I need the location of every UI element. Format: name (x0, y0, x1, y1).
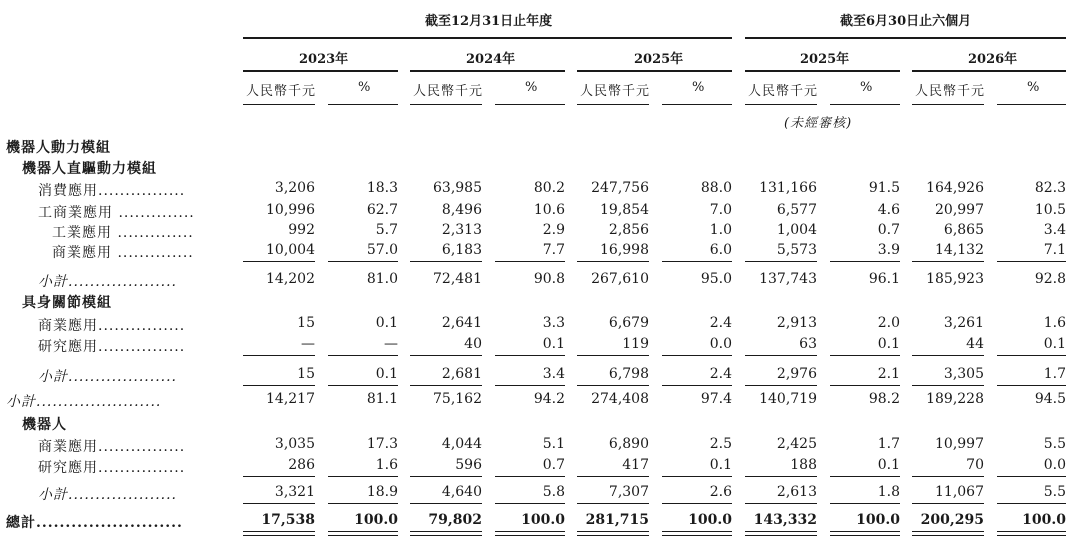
table-cell: 137,743 (759, 271, 817, 287)
table-rule (495, 535, 565, 536)
row-label: 研究應用................ (38, 339, 186, 355)
table-cell: 267,610 (591, 271, 649, 287)
table-cell: 70 (966, 457, 984, 473)
table-cell: 0.1 (375, 366, 398, 382)
table-cell: 3.3 (542, 315, 565, 331)
table-cell: 281,715 (585, 512, 649, 528)
table-rule (997, 476, 1066, 477)
table-cell: 2.0 (877, 315, 900, 331)
table-cell: 82.3 (1034, 180, 1066, 196)
table-cell: 10,004 (266, 242, 315, 258)
table-rule (577, 385, 649, 386)
table-cell: 1.0 (709, 222, 732, 238)
table-rule (243, 385, 315, 386)
table-rule (495, 261, 565, 262)
table-cell: 2,313 (441, 222, 482, 238)
table-cell: 5.1 (542, 436, 565, 452)
row-label: 機器人 (22, 417, 67, 433)
table-cell: 286 (288, 457, 315, 473)
table-rule (577, 261, 649, 262)
table-rule (830, 355, 900, 356)
table-rule (410, 355, 482, 356)
row-label: 總計......................... (6, 515, 183, 531)
table-cell: 2.6 (709, 484, 732, 500)
table-rule (745, 261, 817, 262)
table-cell: 0.0 (709, 336, 732, 352)
table-cell: 97.4 (700, 391, 732, 407)
table-rule (745, 531, 817, 532)
table-cell: 10,997 (935, 436, 984, 452)
table-cell: 3,206 (274, 180, 315, 196)
table-rule (243, 476, 315, 477)
table-cell: 11,067 (935, 484, 984, 500)
group-header-annual: 截至12月31日止年度 (425, 14, 553, 29)
table-rule (410, 261, 482, 262)
table-cell: 2,425 (776, 436, 817, 452)
table-rule (328, 385, 398, 386)
table-rule (577, 476, 649, 477)
table-cell: 10.5 (1034, 202, 1066, 218)
table-rule (745, 355, 817, 356)
table-cell: 2.1 (877, 366, 900, 382)
table-rule (410, 535, 482, 536)
unit-rmb-3: 人民幣千元 (580, 84, 651, 99)
table-rule (577, 535, 649, 536)
row-label: 工業應用 .............. (52, 225, 194, 241)
row-label: 小計.................... (38, 369, 178, 385)
group-header-interim: 截至6月30日止六個月 (840, 14, 972, 29)
table-cell: 2.4 (709, 366, 732, 382)
row-label: 小計....................... (6, 394, 162, 410)
table-cell: 2,856 (608, 222, 649, 238)
table-cell: 0.0 (1043, 457, 1066, 473)
table-cell: 0.1 (542, 336, 565, 352)
table-cell: 17,538 (261, 512, 315, 528)
row-label: 消費應用................ (38, 183, 186, 199)
row-label: 商業應用................ (38, 318, 186, 334)
table-cell: 63,985 (433, 180, 482, 196)
table-cell: 16,998 (600, 242, 649, 258)
table-cell: 200,295 (920, 512, 984, 528)
table-cell: 143,332 (753, 512, 817, 528)
table-cell: 0.7 (542, 457, 565, 473)
table-cell: 3,261 (943, 315, 984, 331)
table-cell: 44 (966, 336, 984, 352)
table-cell: 98.2 (868, 391, 900, 407)
table-cell: 7.0 (709, 202, 732, 218)
table-rule (495, 531, 565, 532)
table-cell: 4,640 (441, 484, 482, 500)
table-cell: 88.0 (700, 180, 732, 196)
table-rule (410, 531, 482, 532)
table-cell: 100.0 (521, 512, 565, 528)
table-cell: 140,719 (759, 391, 817, 407)
table-cell: 14,217 (266, 391, 315, 407)
row-label: 小計.................... (38, 487, 178, 503)
table-cell: 7.1 (1043, 242, 1066, 258)
table-cell: 5.5 (1043, 436, 1066, 452)
table-rule (830, 531, 900, 532)
table-rule (662, 535, 732, 536)
table-rule (912, 476, 984, 477)
table-cell: 8,496 (441, 202, 482, 218)
table-cell: 19,854 (600, 202, 649, 218)
table-rule (912, 261, 984, 262)
table-cell: 1.7 (877, 436, 900, 452)
year-header-2: 2024年 (466, 52, 516, 67)
table-cell: 7,307 (608, 484, 649, 500)
table-cell: 2.4 (709, 315, 732, 331)
table-cell: 119 (622, 336, 649, 352)
table-cell: 1.8 (877, 484, 900, 500)
table-cell: 0.1 (877, 336, 900, 352)
unaudited-note: (未經審核) (784, 116, 853, 131)
table-cell: — (384, 336, 398, 352)
table-rule (662, 261, 732, 262)
unit-rule-1b (328, 104, 398, 105)
table-cell: 14,132 (935, 242, 984, 258)
table-cell: 596 (455, 457, 482, 473)
table-cell: 81.1 (366, 391, 398, 407)
table-rule (912, 531, 984, 532)
table-cell: 100.0 (688, 512, 732, 528)
table-cell: 992 (288, 222, 315, 238)
table-rule (997, 531, 1066, 532)
table-cell: 6,183 (441, 242, 482, 258)
table-cell: 6,577 (776, 202, 817, 218)
table-cell: 0.7 (877, 222, 900, 238)
year-rule-3 (577, 70, 732, 72)
table-rule (577, 503, 649, 504)
table-rule (495, 385, 565, 386)
table-rule (745, 385, 817, 386)
unit-rmb-1: 人民幣千元 (246, 84, 317, 99)
table-cell: 3,321 (274, 484, 315, 500)
table-rule (495, 503, 565, 504)
table-cell: 15 (297, 315, 315, 331)
table-rule (912, 385, 984, 386)
table-cell: — (301, 336, 315, 352)
year-header-4: 2025年 (800, 52, 850, 67)
table-rule (745, 503, 817, 504)
table-rule (662, 503, 732, 504)
table-cell: 72,481 (433, 271, 482, 287)
table-cell: 6,679 (608, 315, 649, 331)
unit-pct-1: % (358, 80, 372, 95)
unit-pct-5: % (1027, 80, 1041, 95)
table-rule (328, 476, 398, 477)
table-rule (495, 355, 565, 356)
table-rule (997, 503, 1066, 504)
table-rule (912, 535, 984, 536)
table-rule (243, 355, 315, 356)
table-cell: 6,865 (943, 222, 984, 238)
table-cell: 20,997 (935, 202, 984, 218)
table-cell: 185,923 (926, 271, 984, 287)
table-cell: 94.2 (533, 391, 565, 407)
table-cell: 0.1 (375, 315, 398, 331)
table-cell: 0.1 (877, 457, 900, 473)
table-rule (328, 261, 398, 262)
table-cell: 15 (297, 366, 315, 382)
unit-rmb-5: 人民幣千元 (915, 84, 986, 99)
table-cell: 6,890 (608, 436, 649, 452)
table-rule (745, 535, 817, 536)
table-cell: 79,802 (428, 512, 482, 528)
table-rule (662, 531, 732, 532)
table-rule (830, 535, 900, 536)
table-cell: 57.0 (366, 242, 398, 258)
table-rule (410, 503, 482, 504)
table-cell: 4,044 (441, 436, 482, 452)
table-cell: 81.0 (366, 271, 398, 287)
table-cell: 3.9 (877, 242, 900, 258)
table-rule (997, 385, 1066, 386)
table-rule (745, 476, 817, 477)
table-rule (830, 261, 900, 262)
table-rule (243, 503, 315, 504)
table-cell: 94.5 (1034, 391, 1066, 407)
table-cell: 2.9 (542, 222, 565, 238)
table-rule (243, 531, 315, 532)
table-cell: 2,641 (441, 315, 482, 331)
table-cell: 96.1 (868, 271, 900, 287)
table-cell: 14,202 (266, 271, 315, 287)
year-header-1: 2023年 (299, 52, 349, 67)
table-cell: 4.6 (877, 202, 900, 218)
table-cell: 2.5 (709, 436, 732, 452)
table-rule (577, 355, 649, 356)
table-cell: 417 (622, 457, 649, 473)
table-cell: 3,305 (943, 366, 984, 382)
table-cell: 3.4 (542, 366, 565, 382)
table-rule (410, 385, 482, 386)
table-cell: 1,004 (776, 222, 817, 238)
table-cell: 0.1 (1043, 336, 1066, 352)
table-rule (410, 476, 482, 477)
year-rule-4 (745, 70, 900, 72)
table-rule (662, 385, 732, 386)
row-label: 商業應用................ (38, 439, 186, 455)
table-cell: 92.8 (1034, 271, 1066, 287)
table-rule (830, 503, 900, 504)
table-cell: 0.1 (709, 457, 732, 473)
unit-pct-4: % (860, 80, 874, 95)
unit-rmb-4: 人民幣千元 (748, 84, 819, 99)
unit-pct-2: % (525, 80, 539, 95)
table-cell: 90.8 (533, 271, 565, 287)
unit-rule-3a (577, 104, 649, 105)
table-cell: 274,408 (591, 391, 649, 407)
table-cell: 10.6 (533, 202, 565, 218)
table-cell: 1.7 (1043, 366, 1066, 382)
table-rule (997, 261, 1066, 262)
table-rule (328, 535, 398, 536)
table-cell: 100.0 (354, 512, 398, 528)
table-cell: 5,573 (776, 242, 817, 258)
table-cell: 2,613 (776, 484, 817, 500)
table-rule (997, 355, 1066, 356)
row-label: 機器人動力模組 (6, 140, 111, 156)
table-rule (328, 531, 398, 532)
table-rule (577, 531, 649, 532)
table-cell: 188 (790, 457, 817, 473)
group-rule-annual (243, 37, 732, 39)
group-rule-interim (745, 37, 1066, 39)
table-rule (328, 503, 398, 504)
year-rule-2 (410, 70, 565, 72)
table-rule (830, 476, 900, 477)
table-cell: 1.6 (375, 457, 398, 473)
table-rule (662, 476, 732, 477)
unit-rule-4b (830, 104, 900, 105)
table-rule (997, 535, 1066, 536)
table-cell: 18.3 (366, 180, 398, 196)
table-cell: 2,976 (776, 366, 817, 382)
table-cell: 131,166 (759, 180, 817, 196)
table-cell: 91.5 (868, 180, 900, 196)
table-cell: 247,756 (591, 180, 649, 196)
unit-rule-1a (243, 104, 315, 105)
table-rule (243, 261, 315, 262)
table-cell: 95.0 (700, 271, 732, 287)
table-rule (328, 355, 398, 356)
table-cell: 75,162 (433, 391, 482, 407)
table-cell: 3.4 (1043, 222, 1066, 238)
table-cell: 40 (464, 336, 482, 352)
table-rule (912, 355, 984, 356)
unit-rule-5b (997, 104, 1066, 105)
table-cell: 1.6 (1043, 315, 1066, 331)
table-cell: 10,996 (266, 202, 315, 218)
table-cell: 189,228 (926, 391, 984, 407)
table-cell: 63 (799, 336, 817, 352)
table-cell: 17.3 (366, 436, 398, 452)
table-cell: 3,035 (274, 436, 315, 452)
unit-rmb-2: 人民幣千元 (413, 84, 484, 99)
table-rule (243, 535, 315, 536)
year-rule-5 (912, 70, 1066, 72)
table-cell: 18.9 (366, 484, 398, 500)
row-label: 研究應用................ (38, 460, 186, 476)
table-rule (662, 355, 732, 356)
table-cell: 6.0 (709, 242, 732, 258)
year-header-3: 2025年 (634, 52, 684, 67)
table-rule (912, 503, 984, 504)
table-cell: 164,926 (926, 180, 984, 196)
row-label: 小計.................... (38, 274, 178, 290)
unit-rule-2b (495, 104, 565, 105)
table-cell: 62.7 (366, 202, 398, 218)
table-cell: 100.0 (856, 512, 900, 528)
table-cell: 5.8 (542, 484, 565, 500)
table-rule (830, 385, 900, 386)
year-rule-1 (243, 70, 398, 72)
table-cell: 80.2 (533, 180, 565, 196)
row-label: 商業應用 .............. (52, 245, 194, 261)
table-cell: 7.7 (542, 242, 565, 258)
unit-pct-3: % (692, 80, 706, 95)
table-cell: 5.5 (1043, 484, 1066, 500)
table-cell: 2,681 (441, 366, 482, 382)
table-cell: 100.0 (1022, 512, 1066, 528)
row-label: 機器人直驅動力模組 (22, 161, 157, 177)
unit-rule-5a (912, 104, 984, 105)
row-label: 具身關節模組 (22, 295, 112, 311)
table-cell: 5.7 (375, 222, 398, 238)
unit-rule-4a (745, 104, 817, 105)
row-label: 工商業應用 .............. (38, 205, 195, 221)
table-rule (495, 476, 565, 477)
table-cell: 2,913 (776, 315, 817, 331)
table-cell: 6,798 (608, 366, 649, 382)
year-header-5: 2026年 (968, 52, 1018, 67)
unit-rule-2a (410, 104, 482, 105)
unit-rule-3b (662, 104, 732, 105)
